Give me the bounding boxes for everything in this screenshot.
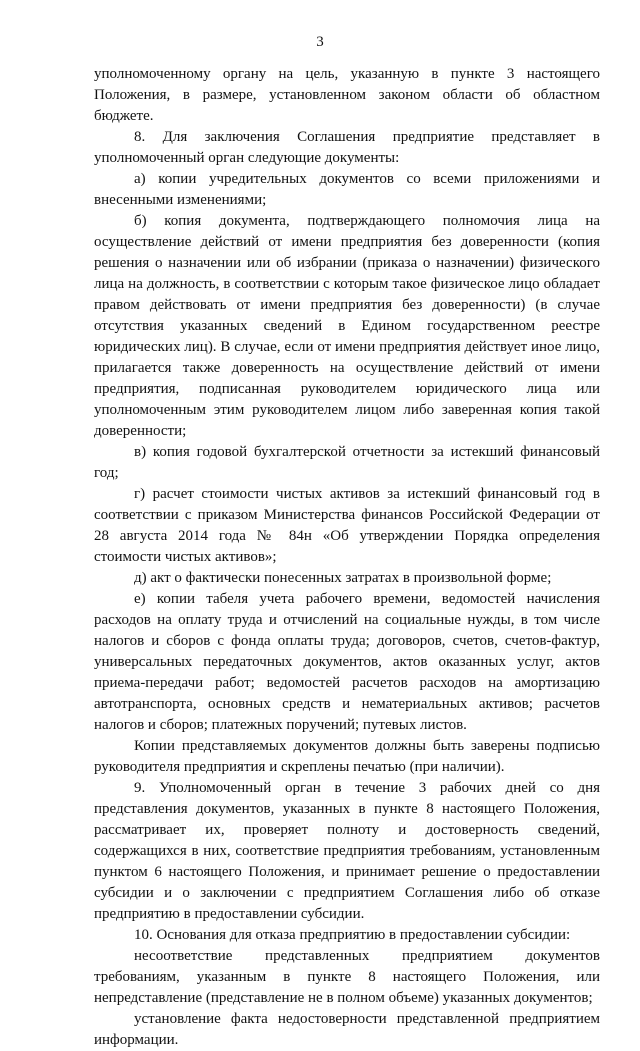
list-item-a: а) копии учредительных документов со всеми приложениями и внесенными изменениями; bbox=[94, 171, 600, 208]
list-item-b: б) копия документа, подтверждающего полномочия лица на осуществление действий от имени предприятия без доверенности (копия решения о назначении или об избрании (приказа о назначении) физического лица на должность, в соответствии с которым такое физическое лицо обладает правом действовать от имени предприятия без доверенности) (в случае отсутствия указанных сведений в Едином государственном реестре юридических лиц). В случае, если от имени предприятия действует иное лицо, прилагается также доверенность на осуществление действий от имени предприятия, подписанная руководителем юридического лица или уполномоченным этим руководителем лицом либо заверенная копия такой доверенности; bbox=[94, 213, 600, 439]
list-item-d: д) акт о фактически понесенных затратах в произвольной форме; bbox=[134, 570, 552, 586]
list-item-v: в) копия годовой бухгалтерской отчетности за истекший финансовый год; bbox=[94, 444, 600, 481]
paragraph-item-8: 8. Для заключения Соглашения предприятие представляет в уполномоченный орган следующие документы: bbox=[94, 129, 600, 166]
list-item-g: г) расчет стоимости чистых активов за истекший финансовый год в соответствии с приказом Министерства финансов Российской Федерации от 28 августа 2014 года № 84н «Об утверждении Порядка определения стоимости чистых активов»; bbox=[94, 486, 600, 565]
refusal-ground-1: несоответствие представленных предприятием документов требованиям, указанным в пункте 8 настоящего Положения, или непредставление (представление не в полном объеме) указанных документов; bbox=[94, 948, 600, 1006]
document-body bbox=[94, 64, 600, 1051]
list-item-e: е) копии табеля учета рабочего времени, ведомостей начисления расходов на оплату труда и отчислений на социальные нужды, в том числе налогов и сборов с фонда оплаты труда; договоров, счетов, счетов-фактур, универсальных передаточных документов, актов оказанных услуг, актов приема-передачи работ; ведомостей расчетов расходов на амортизацию автотранспорта, основных средств и нематериальных активов; расчетов налогов и сборов; платежных поручений; путевых листов. bbox=[94, 591, 600, 733]
paragraph-copies-certification: Копии представляемых документов должны быть заверены подписью руководителя предприятия и скреплены печатью (при наличии). bbox=[94, 738, 600, 775]
paragraph-continuation: уполномоченному органу на цель, указанную в пункте 3 настоящего Положения, в размере, установленном законом области об областном бюджете. bbox=[94, 66, 600, 124]
refusal-ground-2: установление факта недостоверности представленной предприятием информации. bbox=[94, 1011, 600, 1048]
paragraph-item-9: 9. Уполномоченный орган в течение 3 рабочих дней со дня представления документов, указанных в пункте 8 настоящего Положения, рассматривает их, проверяет полноту и достоверность сведений, содержащихся в них, соответствие предприятия требованиям, установленным пунктом 6 настоящего Положения, и принимает решение о предоставлении субсидии и о заключении с предприятием Соглашения либо об отказе предприятию в предоставлении субсидии. bbox=[94, 780, 600, 922]
page-number: 3 bbox=[316, 34, 324, 50]
paragraph-item-10: 10. Основания для отказа предприятию в предоставлении субсидии: bbox=[134, 927, 571, 943]
